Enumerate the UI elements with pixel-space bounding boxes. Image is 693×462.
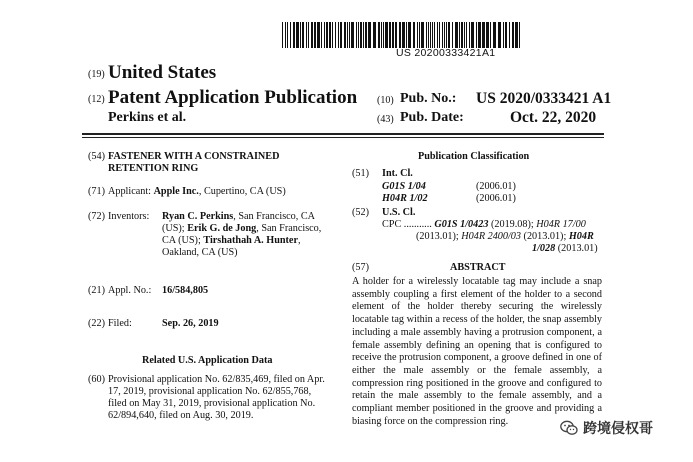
code-10: (10) <box>377 95 394 106</box>
header-rule-top <box>82 133 604 135</box>
code-57: (57) <box>352 262 369 273</box>
title-line-1: FASTENER WITH A CONSTRAINED <box>108 151 280 162</box>
code-71: (71) <box>88 186 105 197</box>
abstract-text: A holder for a wirelessly locatable tag may include a snap assembly coupling a first element of the holder to a second element of the holder thereby securing the wirelessly locatable tag within a recess of the holder, the snap assembly including a male assembly having a protrusion component, a female assembly defining an opening that is configured to receive the protrusion component, a groove defined in one of either the male assembly or the female assembly, a compression ring positioned in the groove and configured to retain the male assembly to the female assembly, and a compliant member positioned in the groove and providing a biasing force on the compression ring. <box>352 276 602 427</box>
code-72: (72) <box>88 211 105 222</box>
country: United States <box>108 62 217 83</box>
title-line-2: RETENTION RING <box>108 163 199 174</box>
barcode <box>282 22 522 48</box>
filed-label: Filed: <box>108 318 132 329</box>
wechat-icon <box>560 420 578 436</box>
int-cl-code-2: H04R 1/02 <box>382 193 428 204</box>
int-cl-label: Int. Cl. <box>382 168 413 179</box>
applicant-line: Applicant: Apple Inc., Cupertino, CA (US) <box>108 186 286 197</box>
pub-date-label: Pub. Date: <box>400 110 464 125</box>
code-43: (43) <box>377 114 394 125</box>
prov-line-1: Provisional application No. 62/835,469, filed on Apr. <box>108 374 325 385</box>
prov-line-3: filed on May 31, 2019, provisional application No. <box>108 398 316 409</box>
watermark-text: 跨境侵权哥 <box>583 421 653 437</box>
related-heading: Related U.S. Application Data <box>142 355 273 366</box>
code-60: (60) <box>88 374 105 385</box>
abstract-heading: ABSTRACT <box>450 262 506 273</box>
inventor-line-3: CA (US); Tirshathah A. Hunter, <box>162 235 301 246</box>
cpc-line-3: 1/028 (2013.01) <box>532 243 598 254</box>
code-21: (21) <box>88 285 105 296</box>
pub-no: US 2020/0333421 A1 <box>476 90 612 107</box>
prov-line-4: 62/894,640, filed on Aug. 30, 2019. <box>108 410 254 421</box>
int-cl-code-1: G01S 1/04 <box>382 181 426 192</box>
doc-type: Patent Application Publication <box>108 87 358 108</box>
cpc-line-2: (2013.01); H04R 2400/03 (2013.01); H04R <box>416 231 594 242</box>
barcode-number: US 20200333421A1 <box>396 47 496 59</box>
inventors-label: Inventors: <box>108 211 150 222</box>
appl-no: 16/584,805 <box>162 285 209 296</box>
code-19: (19) <box>88 69 105 80</box>
header-rule-bottom <box>82 137 604 138</box>
prov-line-2: 17, 2019, provisional application No. 62/855,768, <box>108 386 312 397</box>
pub-date: Oct. 22, 2020 <box>510 109 597 126</box>
code-54: (54) <box>88 151 105 162</box>
code-12: (12) <box>88 94 105 105</box>
inventor-line-2: (US); Erik G. de Jong, San Francisco, <box>162 223 322 234</box>
cpc-line-1: CPC ........... G01S 1/0423 (2019.08); H04R 17/00 <box>382 219 586 230</box>
code-22: (22) <box>88 318 105 329</box>
int-cl-year-1: (2006.01) <box>476 181 516 192</box>
code-51: (51) <box>352 168 369 179</box>
inventor-line-1: Ryan C. Perkins, San Francisco, CA <box>162 211 316 222</box>
inventor-line-4: Oakland, CA (US) <box>162 247 238 258</box>
int-cl-year-2: (2006.01) <box>476 193 516 204</box>
appl-label: Appl. No.: <box>108 285 152 296</box>
watermark <box>560 418 653 438</box>
code-52: (52) <box>352 207 369 218</box>
pub-no-label: Pub. No.: <box>400 91 457 106</box>
us-cl-label: U.S. Cl. <box>382 207 416 218</box>
filed-date: Sep. 26, 2019 <box>162 318 219 329</box>
inventor-short: Perkins et al. <box>108 110 187 125</box>
classification-heading: Publication Classification <box>418 151 530 162</box>
